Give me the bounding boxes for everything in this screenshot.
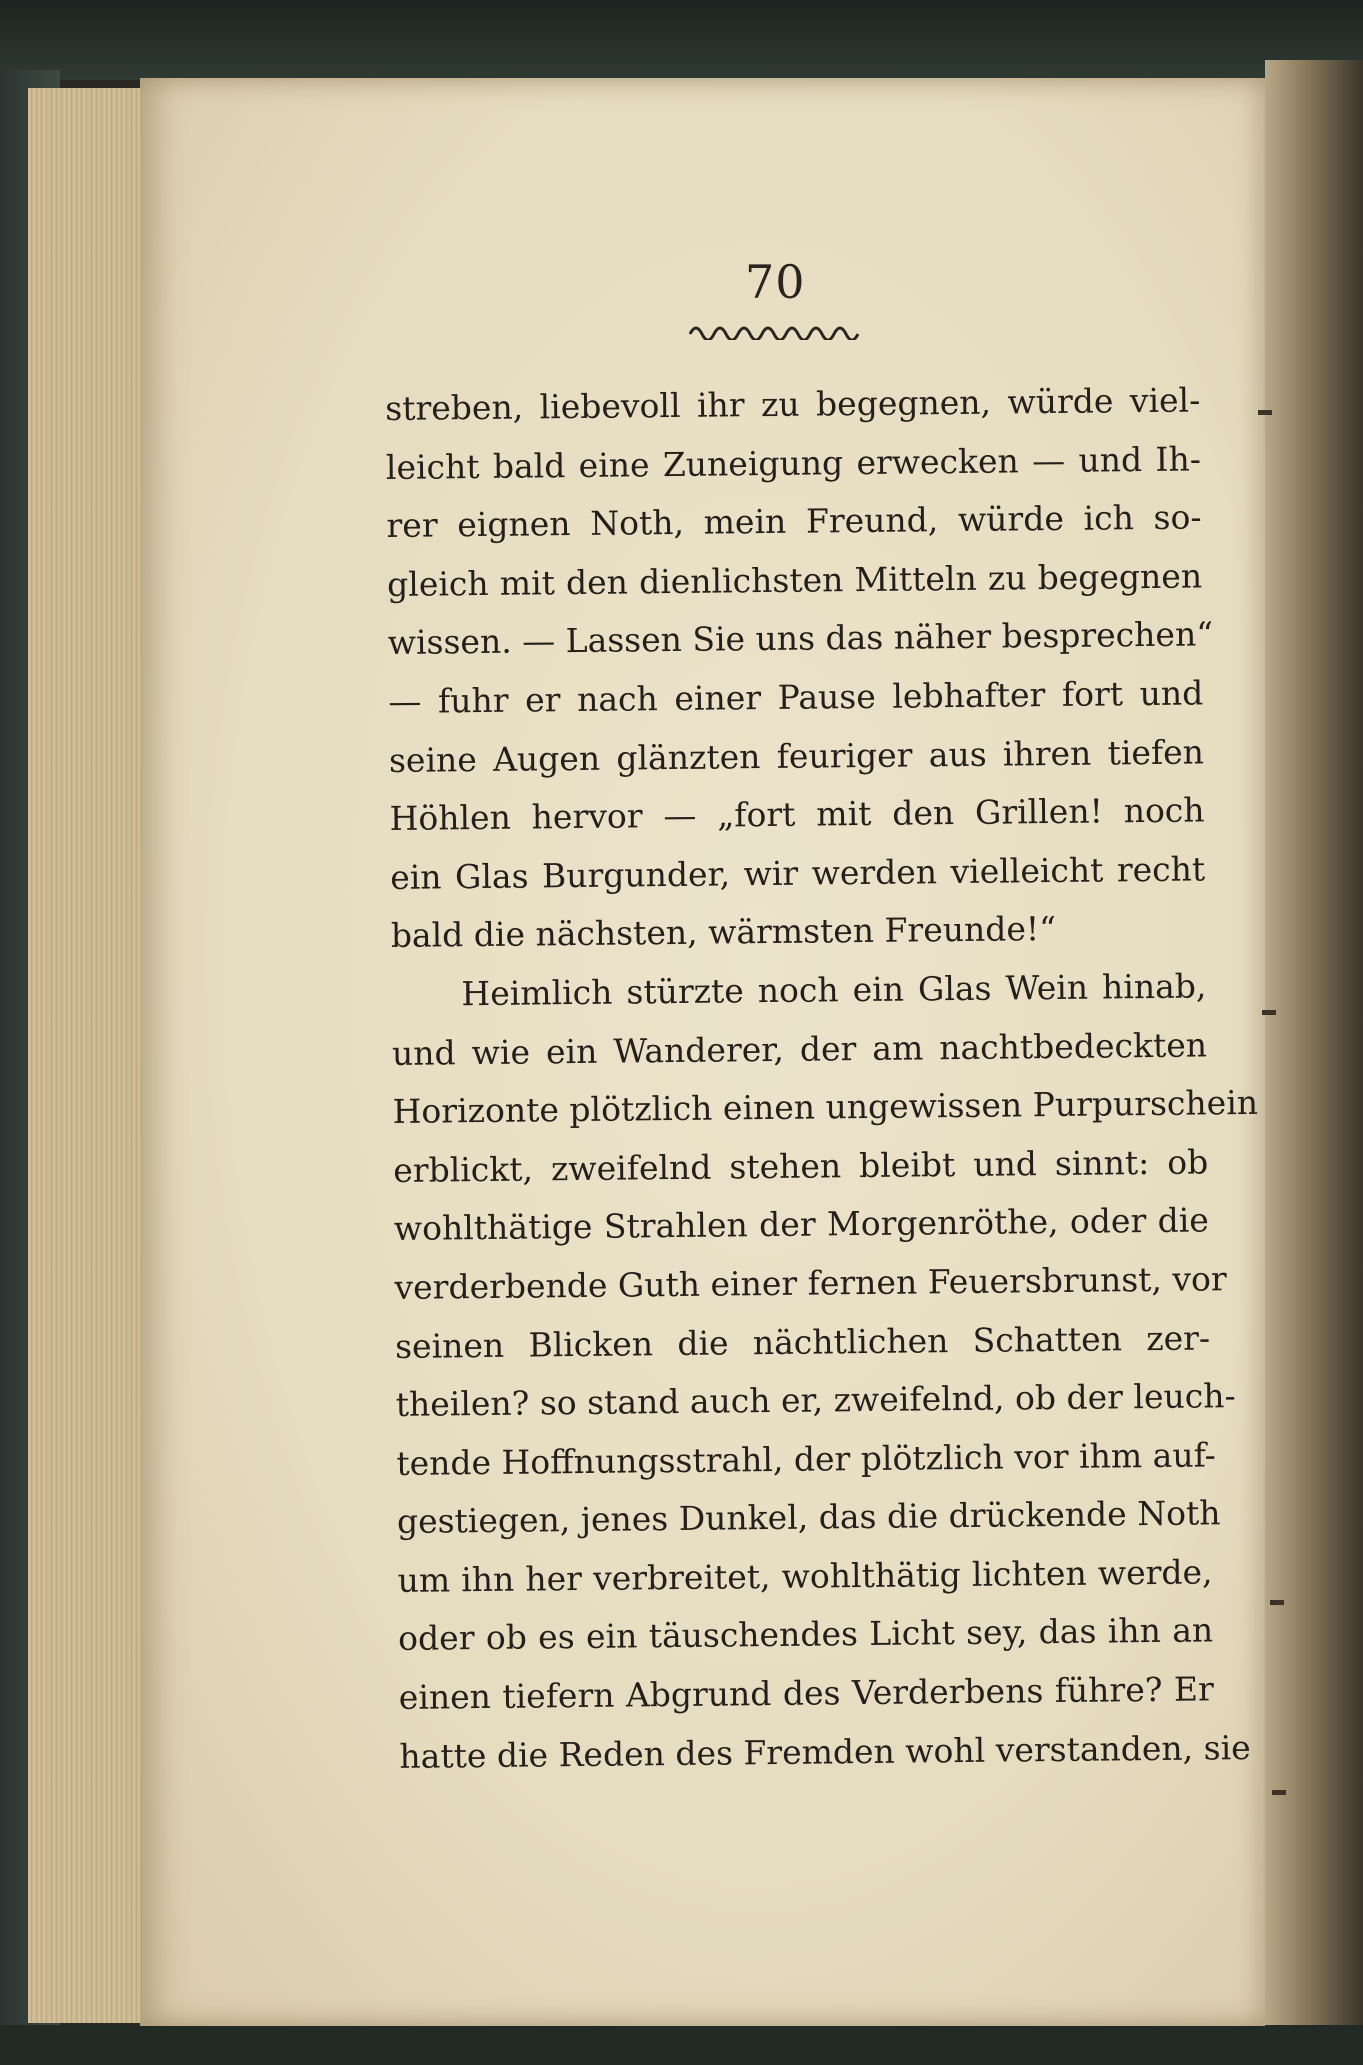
- text-line: rer eignen Noth, mein Freund, würde ich so-: [386, 497, 1202, 546]
- margin-mark: [1258, 410, 1272, 415]
- text-line: gleich mit den dienlichsten Mitteln zu begegnen: [386, 556, 1203, 604]
- body-text: [385, 371, 1259, 1786]
- text-line: — fuhr er nach einer Pause lebhafter fort und: [388, 673, 1204, 721]
- text-line: seine Augen glänzten feuriger aus ihren tiefen: [388, 732, 1205, 780]
- text-line: Horizonte plötzlich einen ungewissen Purpurschein: [392, 1083, 1259, 1132]
- text-line: oder ob es ein täuschendes Licht sey, das ihn an: [397, 1610, 1214, 1659]
- text-line: tende Hoffnungsstrahl, der plötzlich vor ihm auf-: [396, 1435, 1216, 1483]
- margin-mark: [1270, 1600, 1284, 1605]
- margin-mark: [1272, 1790, 1286, 1795]
- text-line: einen tiefern Abgrund des Verderbens führe? Er: [398, 1669, 1214, 1717]
- text-line: wohlthätige Strahlen der Morgenröthe, oder die: [393, 1200, 1210, 1249]
- text-line: erblickt, zweifelnd stehen bleibt und sinnt: ob: [393, 1142, 1209, 1190]
- paragraph-1: [385, 371, 1214, 965]
- text-line: und wie ein Wanderer, der am nachtbedeckten: [391, 1024, 1208, 1073]
- page-number: 70: [745, 255, 806, 309]
- text-line: bald die nächsten, wärmsten Freunde!“: [390, 909, 1057, 956]
- text-line: um ihn her verbreitet, wohlthätig lichten werde,: [397, 1552, 1213, 1600]
- text-line: seinen Blicken die nächtlichen Schatten zer-: [394, 1317, 1211, 1366]
- book-cover-bottom: [0, 2025, 1363, 2065]
- text-line: hatte die Reden des Fremden wohl verstanden, sie: [399, 1727, 1251, 1776]
- text-line: streben, liebevoll ihr zu begegnen, würde viel-: [385, 380, 1201, 428]
- text-line: leicht bald eine Zuneigung erwecken — und Ih-: [385, 439, 1202, 487]
- paragraph-2: [391, 957, 1259, 1786]
- text-line: ein Glas Burgunder, wir werden vielleicht recht: [390, 849, 1206, 897]
- text-line: theilen? so stand auch er, zweifelnd, ob der leuch-: [395, 1376, 1236, 1425]
- text-line: gestiegen, jenes Dunkel, das die drückende Noth: [396, 1493, 1221, 1542]
- wavy-rule-ornament: [688, 320, 864, 340]
- margin-mark: [1262, 1010, 1276, 1015]
- text-line: Höhlen hervor — „fort mit den Grillen! noch: [389, 790, 1205, 839]
- text-line: wissen. — Lassen Sie uns das näher besprechen“: [387, 614, 1214, 663]
- text-line: verderbende Guth einer fernen Feuersbrunst, vor: [394, 1259, 1227, 1307]
- text-line: Heimlich stürzte noch ein Glas Wein hinab,: [461, 966, 1207, 1014]
- facing-page-edge: [1265, 60, 1363, 2040]
- book-cover-top: [0, 0, 1363, 80]
